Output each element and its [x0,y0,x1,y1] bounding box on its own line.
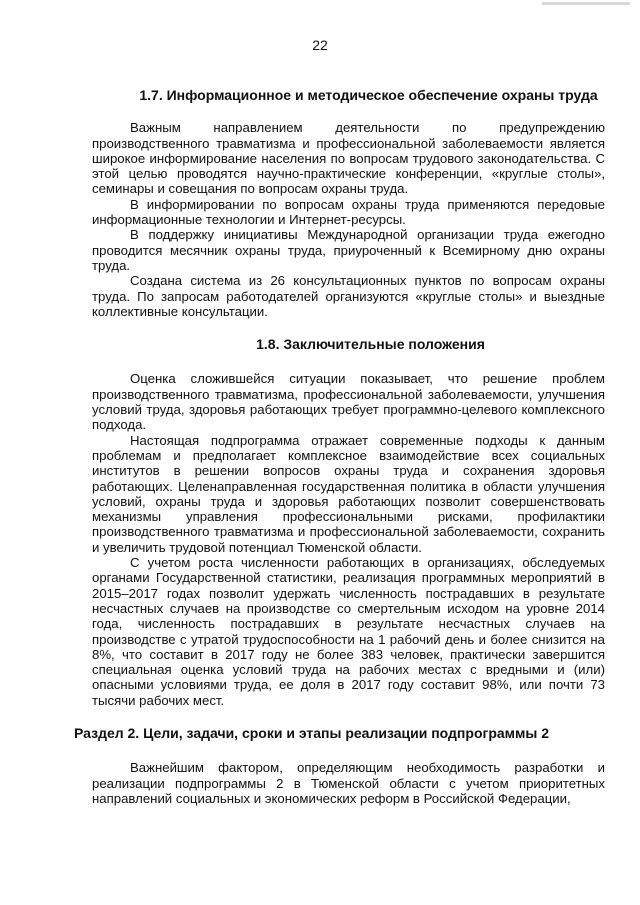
paragraph: С учетом роста численности работающих в организациях, обследуемых органами Государственной статистики, реализация программных мероприятий в 2015–2017 годах позволит удержать численность пострадавших в результате несчастных случаев на производстве со смертельным исходом на уровне 2014 года, численность пострадавших в результате несчастных случаев на производстве с утратой трудоспособности на 1 рабочий день и более снизится на 8%, что составит в 2017 году не более 383 человек, практически завершится специальная оценка условий труда на рабочих местах с вредными и (или) опасными условиями труда, ее доля в 2017 году составит 98%, или почти 73 тысячи рабочих мест. [92,555,605,708]
paragraph: В информировании по вопросам охраны труда применяются передовые информационные технологии и Интернет-ресурсы. [92,196,605,228]
page-content [74,87,605,806]
scan-corner-mark [542,2,630,5]
section-heading-part-2: Раздел 2. Цели, задачи, сроки и этапы реализации подпрограммы 2 [74,724,550,741]
page-number: 22 [312,37,328,53]
section-heading-1-8: 1.8. Заключительные положения [256,336,485,353]
paragraph: Создана система из 26 консультационных пунктов по вопросам охраны труда. По запросам работодателей организуются «круглые столы» и выездные коллективные консультации. [92,273,605,319]
paragraph: В поддержку инициативы Международной организации труда ежегодно проводится месячник охраны труда, приуроченный к Всемирному дню охраны труда. [92,227,605,273]
paragraph: Настоящая подпрограмма отражает современные подходы к данным проблемам и предполагает комплексное взаимодействие всех социальных институтов в решении вопросов охраны труда и сохранения здоровья работающих. Целенаправленная государственная политика в области улучшения условий, охраны труда и здоровья работающих позволит совершенствовать механизмы управления профессиональными рисками, профилактики производственного травматизма и профессиональной заболеваемости, сохранить и увеличить трудовой потенциал Тюменской области. [92,432,605,555]
section-heading-1-7: 1.7. Информационное и методическое обеспечение охраны труда [139,87,598,103]
paragraph: Важнейшим фактором, определяющим необходимость разработки и реализации подпрограммы 2 в Тюменской области с учетом приоритетных направлений социальных и экономических реформ в Российской Федерации, [92,760,605,806]
paragraph: Важным направлением деятельности по предупреждению производственного травматизма и профессиональной заболеваемости является широкое информирование населения по вопросам трудового законодательства. С этой целью проводятся научно-практические конференции, «круглые столы», семинары и совещания по вопросам охраны труда. [92,120,605,197]
paragraph: Оценка сложившейся ситуации показывает, что решение проблем производственного травматизма, профессиональной заболеваемости, улучшения условий труда, здоровья работающих требует программно-целевого комплексного подхода. [92,371,605,433]
